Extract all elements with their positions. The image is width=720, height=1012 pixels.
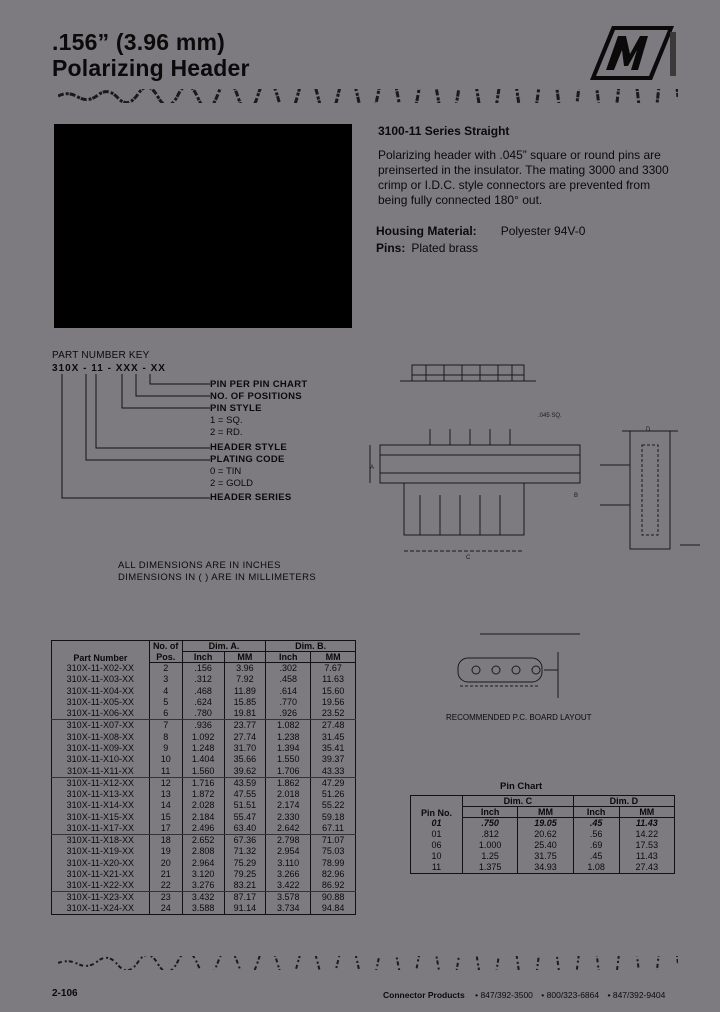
table-cell: 11.89	[224, 685, 266, 696]
table-cell: 34.93	[518, 862, 573, 874]
table-cell: 1.872	[182, 789, 224, 800]
table-cell: 310X-11-X15-XX	[52, 812, 150, 823]
table-cell: 310X-11-X06-XX	[52, 708, 150, 720]
table-cell: 310X-11-X24-XX	[52, 903, 150, 915]
pc-board-caption: RECOMMENDED P.C. BOARD LAYOUT	[446, 713, 592, 722]
table-cell: 2.174	[266, 800, 311, 811]
part-key-line: PLATING CODE	[210, 454, 285, 465]
table-cell: 39.37	[311, 754, 356, 765]
part-key-line: PIN STYLE	[210, 403, 262, 414]
table-cell: 15.85	[224, 697, 266, 708]
table-cell: 310X-11-X08-XX	[52, 731, 150, 742]
table-cell: 43.59	[224, 777, 266, 789]
table-cell: .45	[573, 851, 619, 862]
table-cell: 82.96	[311, 869, 356, 880]
table-cell: 1.08	[573, 862, 619, 874]
table-cell: .770	[266, 697, 311, 708]
table-cell: 1.706	[266, 766, 311, 778]
part-key-leader-lines	[52, 374, 212, 504]
table-row	[52, 857, 356, 868]
svg-text:C: C	[466, 555, 471, 561]
table-cell: 23.52	[311, 708, 356, 720]
table-cell: .624	[182, 697, 224, 708]
table-cell: 310X-11-X12-XX	[52, 777, 150, 789]
table-cell: 3.422	[266, 880, 311, 892]
table-cell: 21	[149, 869, 182, 880]
table-cell: .812	[463, 829, 518, 840]
table-cell: 19.05	[518, 818, 573, 830]
table-cell: 14.22	[619, 829, 674, 840]
table-cell: 35.41	[311, 743, 356, 754]
table-cell: 310X-11-X10-XX	[52, 754, 150, 765]
table-cell: 11	[431, 862, 442, 872]
table-cell: 7	[149, 720, 182, 732]
table-row	[52, 777, 356, 789]
table-cell: 3.266	[266, 869, 311, 880]
table-row	[52, 880, 356, 892]
table-row	[52, 663, 356, 675]
table-cell: 17	[149, 823, 182, 835]
part-key-line: NO. OF POSITIONS	[210, 391, 302, 402]
table-row	[52, 800, 356, 811]
series-heading: 3100-11 Series Straight	[378, 124, 510, 138]
table-cell: 01	[431, 817, 442, 828]
table-row	[52, 685, 356, 696]
table-row	[52, 674, 356, 685]
table-cell: 310X-11-X11-XX	[52, 766, 150, 778]
table-cell: 19	[149, 846, 182, 857]
col-header-dim-b: Dim. B.	[266, 641, 356, 652]
footer-phone: 847/392-9404	[612, 990, 666, 1000]
pin-chart-title: Pin Chart	[500, 781, 543, 792]
table-row	[52, 869, 356, 880]
table-cell: 67.11	[311, 823, 356, 835]
table-cell: 310X-11-X09-XX	[52, 743, 150, 754]
table-cell: .458	[266, 674, 311, 685]
col-header-dim-c-mm: MM	[518, 807, 573, 818]
table-cell: 1.375	[463, 862, 518, 874]
table-cell: 310X-11-X03-XX	[52, 674, 150, 685]
table-cell: 31.75	[518, 851, 573, 862]
table-cell: 310X-11-X20-XX	[52, 857, 150, 868]
footer-contact: Connector Products • 847/392-3500 • 800/323-6864 • 847/392-9404	[383, 990, 666, 1000]
table-row	[52, 892, 356, 904]
table-cell: 1.862	[266, 777, 311, 789]
table-cell: 2.184	[182, 812, 224, 823]
table-row	[52, 720, 356, 732]
table-cell: .45	[573, 818, 619, 830]
table-cell: 27.43	[619, 862, 674, 874]
table-cell: 24	[149, 903, 182, 915]
header-technical-drawing	[360, 345, 700, 575]
table-cell: 71.07	[311, 834, 356, 846]
table-row	[52, 731, 356, 742]
col-header-dim-a: Dim. A.	[182, 641, 266, 652]
svg-text:A: A	[370, 465, 375, 471]
table-cell: 11.43	[619, 818, 674, 830]
part-key-line: 2 = RD.	[210, 427, 243, 438]
table-cell: 4	[149, 685, 182, 696]
page-title-dimension: .156” (3.96 mm)	[52, 29, 226, 55]
table-cell: 310X-11-X21-XX	[52, 869, 150, 880]
part-key-line: 2 = GOLD	[210, 478, 254, 489]
table-cell: 19.56	[311, 697, 356, 708]
svg-text:B: B	[574, 493, 579, 499]
table-cell: 14	[149, 800, 182, 811]
pin-chart-table	[410, 795, 675, 874]
table-row	[52, 743, 356, 754]
table-row	[52, 834, 356, 846]
table-cell: .936	[182, 720, 224, 732]
table-cell: 20.62	[518, 829, 573, 840]
table-row	[52, 789, 356, 800]
table-cell: 51.51	[224, 800, 266, 811]
col-header-dim-c: Dim. C	[463, 796, 574, 807]
dimension-note-mm: DIMENSIONS IN ( ) ARE IN MILLIMETERS	[118, 572, 317, 583]
table-cell: 15	[149, 812, 182, 823]
part-key-line: 1 = SQ.	[210, 415, 243, 426]
col-header-positions-bottom: Pos.	[149, 652, 182, 663]
page-number: 2-106	[52, 988, 78, 999]
table-row	[52, 903, 356, 915]
table-cell: 06	[431, 840, 442, 850]
table-row	[411, 840, 675, 851]
table-cell: 23	[149, 892, 182, 904]
table-cell: 2.330	[266, 812, 311, 823]
table-cell: 2.496	[182, 823, 224, 835]
table-cell: 47.55	[224, 789, 266, 800]
col-header-dim-d-inch: Inch	[573, 807, 619, 818]
table-cell: 9	[149, 743, 182, 754]
dimensions-table	[51, 640, 356, 915]
table-cell: 12	[149, 777, 182, 789]
table-cell: .468	[182, 685, 224, 696]
product-description: Polarizing header with .045” square or round pins are preinserted in the insulator. The mating 3000 and 3300 crimp or I.D.C. style connectors are prevented from being fully connected 180° out.	[378, 148, 669, 207]
table-cell: 3.96	[224, 663, 266, 675]
svg-text:.045 SQ.: .045 SQ.	[538, 413, 562, 419]
table-cell: 1.25	[463, 851, 518, 862]
table-cell: 19.81	[224, 708, 266, 720]
table-cell: 310X-11-X14-XX	[52, 800, 150, 811]
table-cell: 27.74	[224, 731, 266, 742]
table-cell: 55.47	[224, 812, 266, 823]
table-cell: 6	[149, 708, 182, 720]
table-cell: 86.92	[311, 880, 356, 892]
table-cell: 2.018	[266, 789, 311, 800]
table-cell: 1.248	[182, 743, 224, 754]
table-cell: 310X-11-X07-XX	[52, 720, 150, 732]
m-logo-icon	[586, 22, 678, 84]
table-cell: 83.21	[224, 880, 266, 892]
table-cell: 20	[149, 857, 182, 868]
table-cell: 11	[149, 766, 182, 778]
decorative-noise-band	[58, 89, 678, 103]
table-cell: 90.88	[311, 892, 356, 904]
table-row	[411, 818, 675, 830]
table-cell: .750	[463, 818, 518, 830]
table-cell: 310X-11-X18-XX	[52, 834, 150, 846]
table-cell: 17.53	[619, 840, 674, 851]
table-row	[411, 829, 675, 840]
page-title: Polarizing Header	[52, 55, 250, 81]
table-cell: 10	[149, 754, 182, 765]
col-header-pin-no: Pin No.	[421, 807, 452, 818]
table-cell: 75.29	[224, 857, 266, 868]
table-row	[52, 754, 356, 765]
part-key-line: 0 = TIN	[210, 466, 242, 477]
table-cell: 2.964	[182, 857, 224, 868]
dimension-note-inches: ALL DIMENSIONS ARE IN INCHES	[118, 560, 281, 571]
product-photo	[54, 124, 352, 328]
table-cell: 310X-11-X02-XX	[52, 663, 150, 675]
table-cell: 78.99	[311, 857, 356, 868]
table-cell: 3.120	[182, 869, 224, 880]
table-row	[52, 823, 356, 835]
table-cell: 63.40	[224, 823, 266, 835]
table-cell: 15.60	[311, 685, 356, 696]
table-row	[411, 851, 675, 862]
table-cell: 22	[149, 880, 182, 892]
table-row	[52, 846, 356, 857]
col-header-dim-b-inch: Inch	[266, 652, 311, 663]
table-row	[52, 697, 356, 708]
table-cell: 1.238	[266, 731, 311, 742]
table-row	[411, 862, 675, 874]
col-header-dim-a-mm: MM	[224, 652, 266, 663]
table-cell: 55.22	[311, 800, 356, 811]
table-cell: 310X-11-X13-XX	[52, 789, 150, 800]
table-cell: 35.66	[224, 754, 266, 765]
table-cell: .780	[182, 708, 224, 720]
table-cell: 1.000	[463, 840, 518, 851]
col-header-dim-c-inch: Inch	[463, 807, 518, 818]
table-cell: 310X-11-X19-XX	[52, 846, 150, 857]
spec-label: Housing Material:	[376, 224, 477, 238]
table-cell: 310X-11-X05-XX	[52, 697, 150, 708]
table-cell: 310X-11-X23-XX	[52, 892, 150, 904]
table-cell: .614	[266, 685, 311, 696]
table-cell: 75.03	[311, 846, 356, 857]
table-cell: 2.652	[182, 834, 224, 846]
table-cell: 13	[149, 789, 182, 800]
table-cell: .156	[182, 663, 224, 675]
spec-pins	[376, 241, 478, 255]
table-cell: 8	[149, 731, 182, 742]
table-cell: .926	[266, 708, 311, 720]
table-cell: 2.642	[266, 823, 311, 835]
table-cell: 87.17	[224, 892, 266, 904]
table-cell: 01	[431, 829, 442, 839]
table-cell: 3.734	[266, 903, 311, 915]
table-cell: 91.14	[224, 903, 266, 915]
table-cell: .56	[573, 829, 619, 840]
spec-housing-material	[376, 224, 585, 238]
table-cell: 18	[149, 834, 182, 846]
table-cell: 67.36	[224, 834, 266, 846]
decorative-noise-band	[58, 956, 678, 970]
table-cell: 1.092	[182, 731, 224, 742]
table-cell: 79.25	[224, 869, 266, 880]
footer-phone: 847/392-3500	[480, 990, 533, 1000]
table-cell: 7.92	[224, 674, 266, 685]
table-cell: 3.276	[182, 880, 224, 892]
table-cell: 2.808	[182, 846, 224, 857]
col-header-dim-a-inch: Inch	[182, 652, 224, 663]
table-cell: 1.082	[266, 720, 311, 732]
spec-value: Polyester 94V-0	[500, 224, 586, 238]
table-cell: 2.954	[266, 846, 311, 857]
spec-label: Pins:	[376, 241, 406, 255]
table-cell: 10	[431, 851, 442, 861]
table-cell: 1.560	[182, 766, 224, 778]
table-cell: 43.33	[311, 766, 356, 778]
table-cell: 7.67	[311, 663, 356, 675]
table-cell: 94.84	[311, 903, 356, 915]
table-cell: 3.578	[266, 892, 311, 904]
table-cell: 310X-11-X22-XX	[52, 880, 150, 892]
table-cell: 1.716	[182, 777, 224, 789]
table-row	[52, 812, 356, 823]
table-cell: 27.48	[311, 720, 356, 732]
table-cell: 11.43	[619, 851, 674, 862]
table-cell: 1.404	[182, 754, 224, 765]
table-cell: 51.26	[311, 789, 356, 800]
footer-company: Connector Products	[383, 990, 465, 1000]
part-key-title: PART NUMBER KEY	[52, 350, 150, 361]
table-cell: 59.18	[311, 812, 356, 823]
part-key-line: HEADER STYLE	[210, 442, 287, 453]
col-header-dim-d: Dim. D	[573, 796, 674, 807]
table-cell: .312	[182, 674, 224, 685]
col-header-dim-b-mm: MM	[311, 652, 356, 663]
table-cell: 3	[149, 674, 182, 685]
part-key-line: HEADER SERIES	[210, 492, 292, 503]
table-cell: 310X-11-X17-XX	[52, 823, 150, 835]
table-cell: 1.550	[266, 754, 311, 765]
footer-phone: 800/323-6864	[546, 990, 600, 1000]
table-cell: 5	[149, 697, 182, 708]
table-cell: .69	[573, 840, 619, 851]
col-header-part-number: Part Number	[52, 641, 150, 663]
svg-text:D: D	[646, 427, 651, 433]
table-cell: 31.70	[224, 743, 266, 754]
table-cell: 3.432	[182, 892, 224, 904]
table-cell: 3.588	[182, 903, 224, 915]
table-cell: 2.028	[182, 800, 224, 811]
part-key-code: 310X - 11 - XXX - XX	[52, 363, 166, 374]
table-cell: 25.40	[518, 840, 573, 851]
table-cell: 71.32	[224, 846, 266, 857]
table-cell: 1.394	[266, 743, 311, 754]
table-row	[52, 766, 356, 778]
table-cell: 39.62	[224, 766, 266, 778]
table-cell: 31.45	[311, 731, 356, 742]
table-cell: 23.77	[224, 720, 266, 732]
table-cell: 310X-11-X04-XX	[52, 685, 150, 696]
table-cell: 2	[149, 663, 182, 675]
part-key-line: PIN PER PIN CHART	[210, 379, 308, 390]
col-header-positions-top: No. of	[149, 641, 182, 652]
table-row	[52, 708, 356, 720]
table-cell: 2.798	[266, 834, 311, 846]
table-cell: 47.29	[311, 777, 356, 789]
spec-value: Plated brass	[411, 241, 479, 255]
table-cell: 11.63	[311, 674, 356, 685]
table-cell: .302	[266, 663, 311, 675]
table-cell: 3.110	[266, 857, 311, 868]
col-header-dim-d-mm: MM	[619, 807, 674, 818]
